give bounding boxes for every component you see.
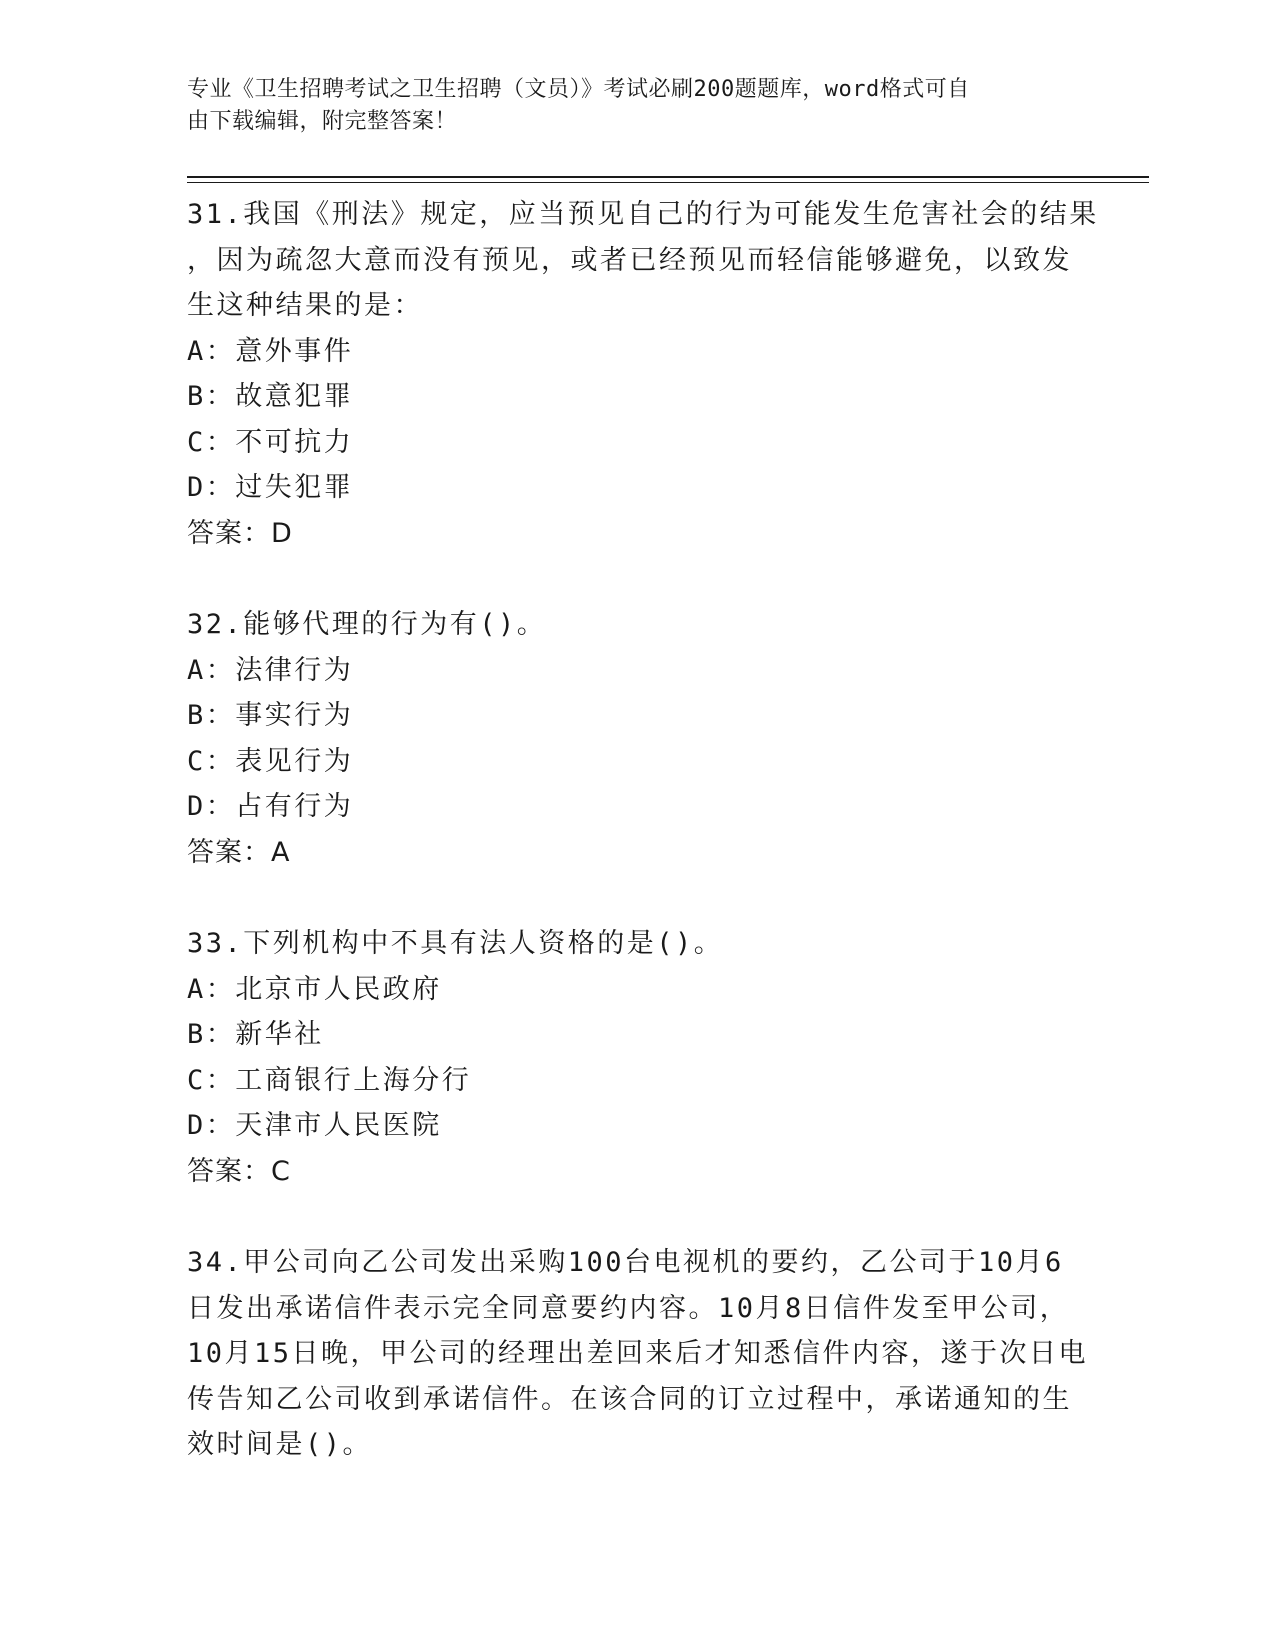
question-32 xyxy=(187,602,1087,875)
question-text-line: 日发出承诺信件表示完全同意要约内容。10月8日信件发至甲公司， xyxy=(187,1292,1070,1324)
option-b: B：故意犯罪 xyxy=(187,381,354,412)
document-header xyxy=(187,74,1087,138)
option-c: C：不可抗力 xyxy=(187,426,354,458)
question-list xyxy=(187,192,1099,1514)
question-text-line: 10月15日晚，甲公司的经理出差回来后才知悉信件内容，遂于次日电 xyxy=(187,1338,1089,1369)
option-b: B：事实行为 xyxy=(187,700,354,731)
question-text-line: 32.能够代理的行为有()。 xyxy=(187,609,547,640)
question-text-line: 33.下列机构中不具有法人资格的是()。 xyxy=(187,928,724,959)
option-a: A：法律行为 xyxy=(187,654,354,686)
answer-label: 答案：D xyxy=(187,517,293,549)
answer-label: 答案：A xyxy=(187,836,291,868)
option-a: A：北京市人民政府 xyxy=(187,973,442,1005)
question-text-line: ，因为疏忽大意而没有预见，或者已经预见而轻信能够避免，以致发 xyxy=(187,244,1072,276)
question-text-line: 传告知乙公司收到承诺信件。在该合同的订立过程中，承诺通知的生 xyxy=(187,1383,1072,1415)
question-31 xyxy=(187,192,1099,556)
header-divider-thin xyxy=(187,182,1149,183)
question-text-line: 31.我国《刑法》规定，应当预见自己的行为可能发生危害社会的结果 xyxy=(187,199,1099,230)
header-divider-thick xyxy=(187,176,1149,178)
option-c: C：工商银行上海分行 xyxy=(187,1064,472,1096)
option-d: D：天津市人民医院 xyxy=(187,1110,442,1141)
question-text-line: 生这种结果的是： xyxy=(187,290,423,321)
option-c: C：表见行为 xyxy=(187,745,354,777)
option-d: D：过失犯罪 xyxy=(187,472,354,503)
option-d: D：占有行为 xyxy=(187,791,354,822)
header-line-1: 专业《卫生招聘考试之卫生招聘（文员）》考试必刷200题题库，word格式可自 xyxy=(187,77,970,102)
option-a: A：意外事件 xyxy=(187,335,354,367)
question-34 xyxy=(187,1240,1087,1468)
question-text-line: 34.甲公司向乙公司发出采购100台电视机的要约，乙公司于10月6 xyxy=(187,1247,1064,1278)
answer-label: 答案：C xyxy=(187,1155,291,1187)
question-text-line: 效时间是()。 xyxy=(187,1429,373,1460)
header-line-2: 由下载编辑，附完整答案！ xyxy=(187,109,458,134)
option-b: B：新华社 xyxy=(187,1019,324,1050)
question-33 xyxy=(187,921,1087,1194)
